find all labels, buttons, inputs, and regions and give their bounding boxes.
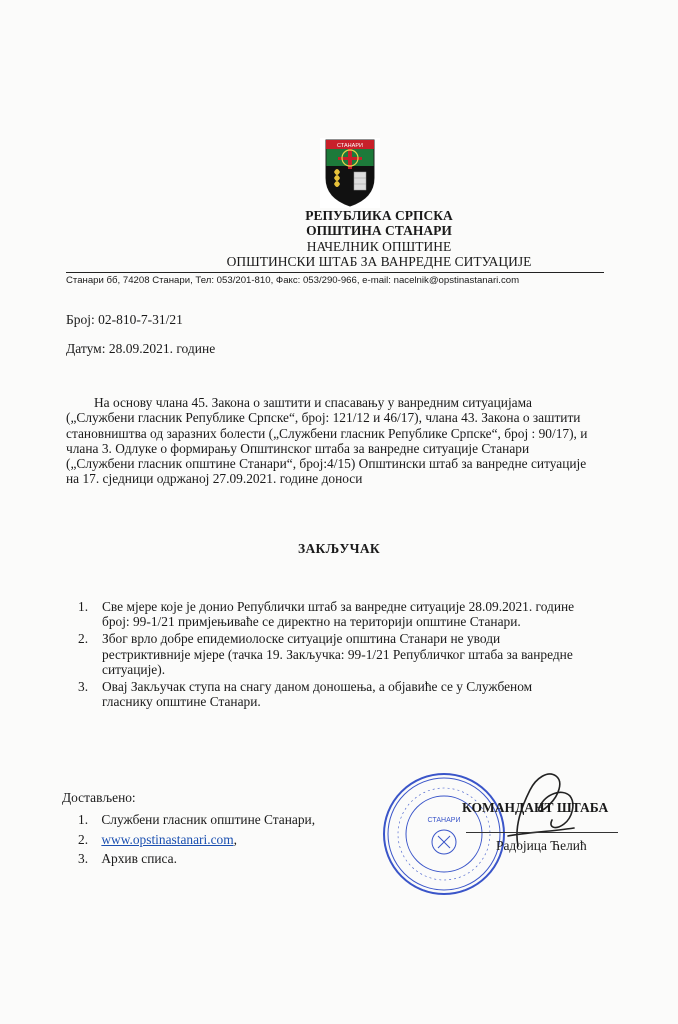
coat-of-arms-logo	[320, 138, 380, 208]
delivered-item-suffix: ,	[233, 831, 237, 847]
delivered-item-number: 1.	[78, 812, 89, 827]
stamp-inner-text: СТАНАРИ	[427, 817, 461, 824]
intro-line: („Службени гласник општине Станари“, број:4/15) Општински штаб за ванредне ситуације	[66, 456, 587, 472]
delivered-item	[78, 849, 315, 869]
delivered-item-number: 2.	[78, 831, 89, 847]
document-date: Датум: 28.09.2021. године	[66, 341, 216, 356]
conclusion-item-number: 1.	[78, 599, 89, 614]
intro-line: („Службени гласник Републике Српске“, број: 121/12 и 46/17), члана 43. Закона о заштити	[66, 410, 581, 426]
signature-line	[466, 832, 618, 833]
intro-line: На основу члана 45. Закона о заштити и спасавању у ванредним ситуацијама	[94, 395, 532, 410]
conclusion-item	[78, 631, 638, 677]
document-title: ЗАКЉУЧАК	[298, 541, 380, 556]
header-municipality: ОПШТИНА СТАНАРИ	[306, 223, 452, 238]
coat-of-arms-text: СТАНАРИ	[337, 143, 363, 149]
conclusion-item-text: број: 99-1/21 примјењиваће се директно на територији општине Станари.	[102, 614, 521, 630]
header-contact-info: Станари бб, 74208 Станари, Тел: 053/201-810, Факс: 053/290-966, e-mail: nacelnik@opstinastanari.com	[66, 275, 520, 286]
signatory-name: Радојица Ћелић	[496, 838, 587, 853]
intro-line: становништва од заразних болести („Службени гласник Републике Српске“, број : 90/17), и	[66, 425, 588, 441]
header-emergency-staff: ОПШТИНСКИ ШТАБ ЗА ВАНРЕДНЕ СИТУАЦИЈЕ	[226, 254, 532, 269]
delivered-item-text: Службени гласник општине Станари,	[101, 812, 316, 827]
delivered-item-text: Архив списа.	[101, 851, 177, 866]
document-number: Број: 02-810-7-31/21	[66, 312, 183, 327]
website-link[interactable]: www.opstinastanari.com	[101, 831, 234, 847]
conclusion-item	[78, 679, 638, 709]
delivered-item	[78, 830, 315, 850]
signature-title: КОМАНДАНТ ШТАБА	[462, 800, 609, 815]
intro-line: члана 3. Одлуке о формирању Општинског штаба за ванредне ситуације Станари	[66, 440, 530, 456]
delivered-list	[78, 810, 315, 869]
conclusion-item-text: гласнику општине Станари.	[102, 694, 261, 710]
conclusion-item-text: Овај Закључак ступа на снагу даном доношења, а објавиће се у Службеном	[102, 679, 533, 695]
conclusion-item-text: рестриктивније мјере (тачка 19. Закључка: 99-1/21 Републичког штаба за ванредне	[102, 646, 573, 662]
conclusion-item-text: Због врло добре епидемиолоске ситуације општина Станари не уводи	[102, 631, 501, 647]
intro-line: на 17. сједници одржаној 27.09.2021. године доноси	[66, 471, 363, 487]
conclusion-list	[78, 599, 638, 711]
header-divider	[66, 272, 604, 273]
conclusion-item	[78, 599, 638, 629]
delivered-label: Достављено:	[62, 790, 136, 805]
conclusion-item-number: 3.	[78, 679, 89, 695]
conclusion-item-text: ситуације).	[102, 661, 166, 677]
conclusion-item-number: 2.	[78, 631, 89, 647]
delivered-item-number: 3.	[78, 851, 89, 866]
intro-paragraph	[66, 395, 634, 487]
conclusion-item-text: Све мјере које је донио Републички штаб за ванредне ситуације 28.09.2021. године	[102, 599, 575, 614]
delivered-item	[78, 810, 315, 830]
header-republic: РЕПУБЛИКА СРПСКА	[305, 208, 453, 223]
header-mayor: НАЧЕЛНИК ОПШТИНЕ	[306, 239, 452, 254]
